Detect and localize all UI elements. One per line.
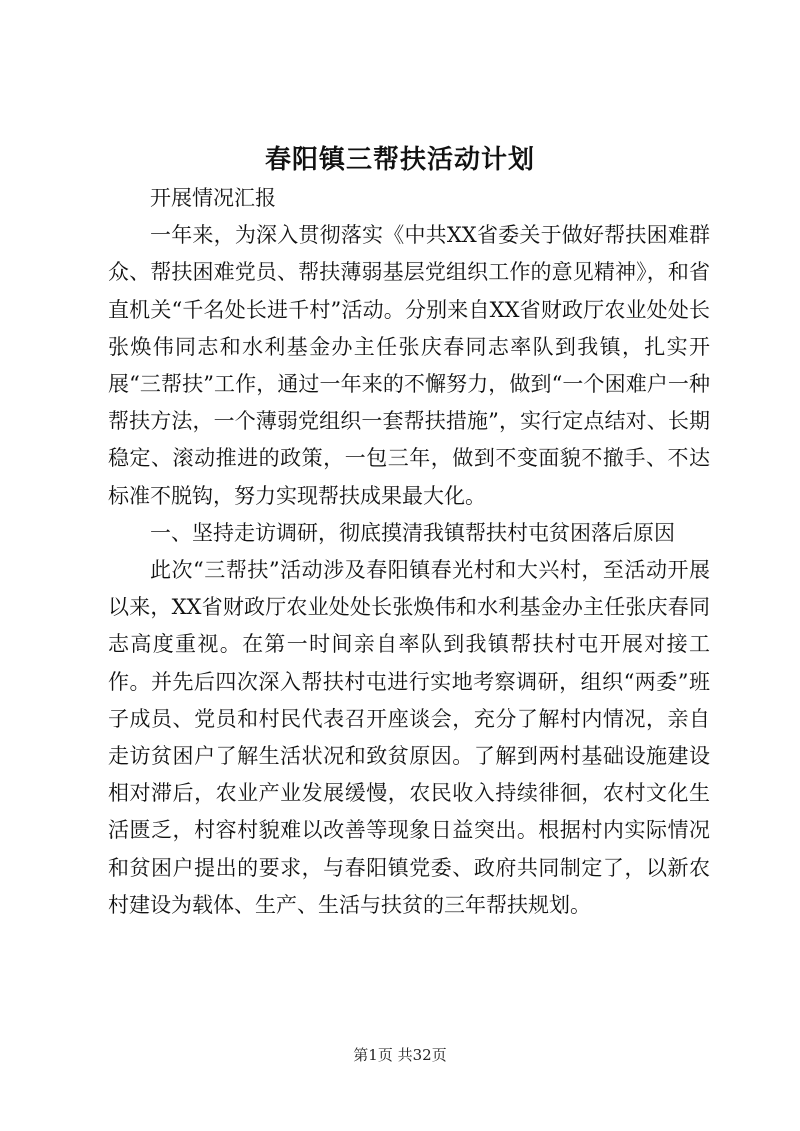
section-heading-1: 一、坚持走访调研，彻底摸清我镇帮扶村屯贫困落后原因 — [150, 520, 675, 545]
page-footer — [0, 1045, 800, 1065]
document-body — [108, 180, 710, 924]
body-paragraph-research: 此次“三帮扶”活动涉及春阳镇春光村和大兴村，至活动开展以来，XX省财政厅农业处处长张焕伟和水利基金办主任张庆春同志高度重视。在第一时间亲自率队到我镇帮扶村屯开展对接工作。并先后四次深入帮扶村屯进行实地考察调研，组织“两委”班子成员、党员和村民代表召开座谈会，充分了解村内情况，亲自走访贫困户了解生活状况和致贫原因。了解到两村基础设施建设相对滞后，农业产业发展缓慢，农民收入持续徘徊，农村文化生活匮乏，村容村貌难以改善等现象日益突出。根据村内实际情况和贫困户提出的要求，与春阳镇党委、政府共同制定了，以新农村建设为载体、生产、生活与扶贫的三年帮扶规划。 — [108, 558, 710, 917]
body-paragraph-intro: 一年来，为深入贯彻落实《中共XX省委关于做好帮扶困难群众、帮扶困难党员、帮扶薄弱基层党组织工作的意见精神》，和省直机关“千名处长进千村”活动。分别来自XX省财政厅农业处处长张焕伟同志和水利基金办主任张庆春同志率队到我镇，扎实开展“三帮扶”工作，通过一年来的不懈努力，做到“一个困难户一种帮扶方法，一个薄弱党组织一套帮扶措施”，实行定点结对、长期稳定、滚动推进的政策，一包三年，做到不变面貌不撤手、不达标准不脱钩，努力实现帮扶成果最大化。 — [108, 223, 710, 508]
page-number-text: 第1页 共32页 — [353, 1046, 447, 1064]
section-heading-report: 开展情况汇报 — [150, 186, 276, 210]
document-title: 春阳镇三帮扶活动计划 — [264, 145, 535, 175]
